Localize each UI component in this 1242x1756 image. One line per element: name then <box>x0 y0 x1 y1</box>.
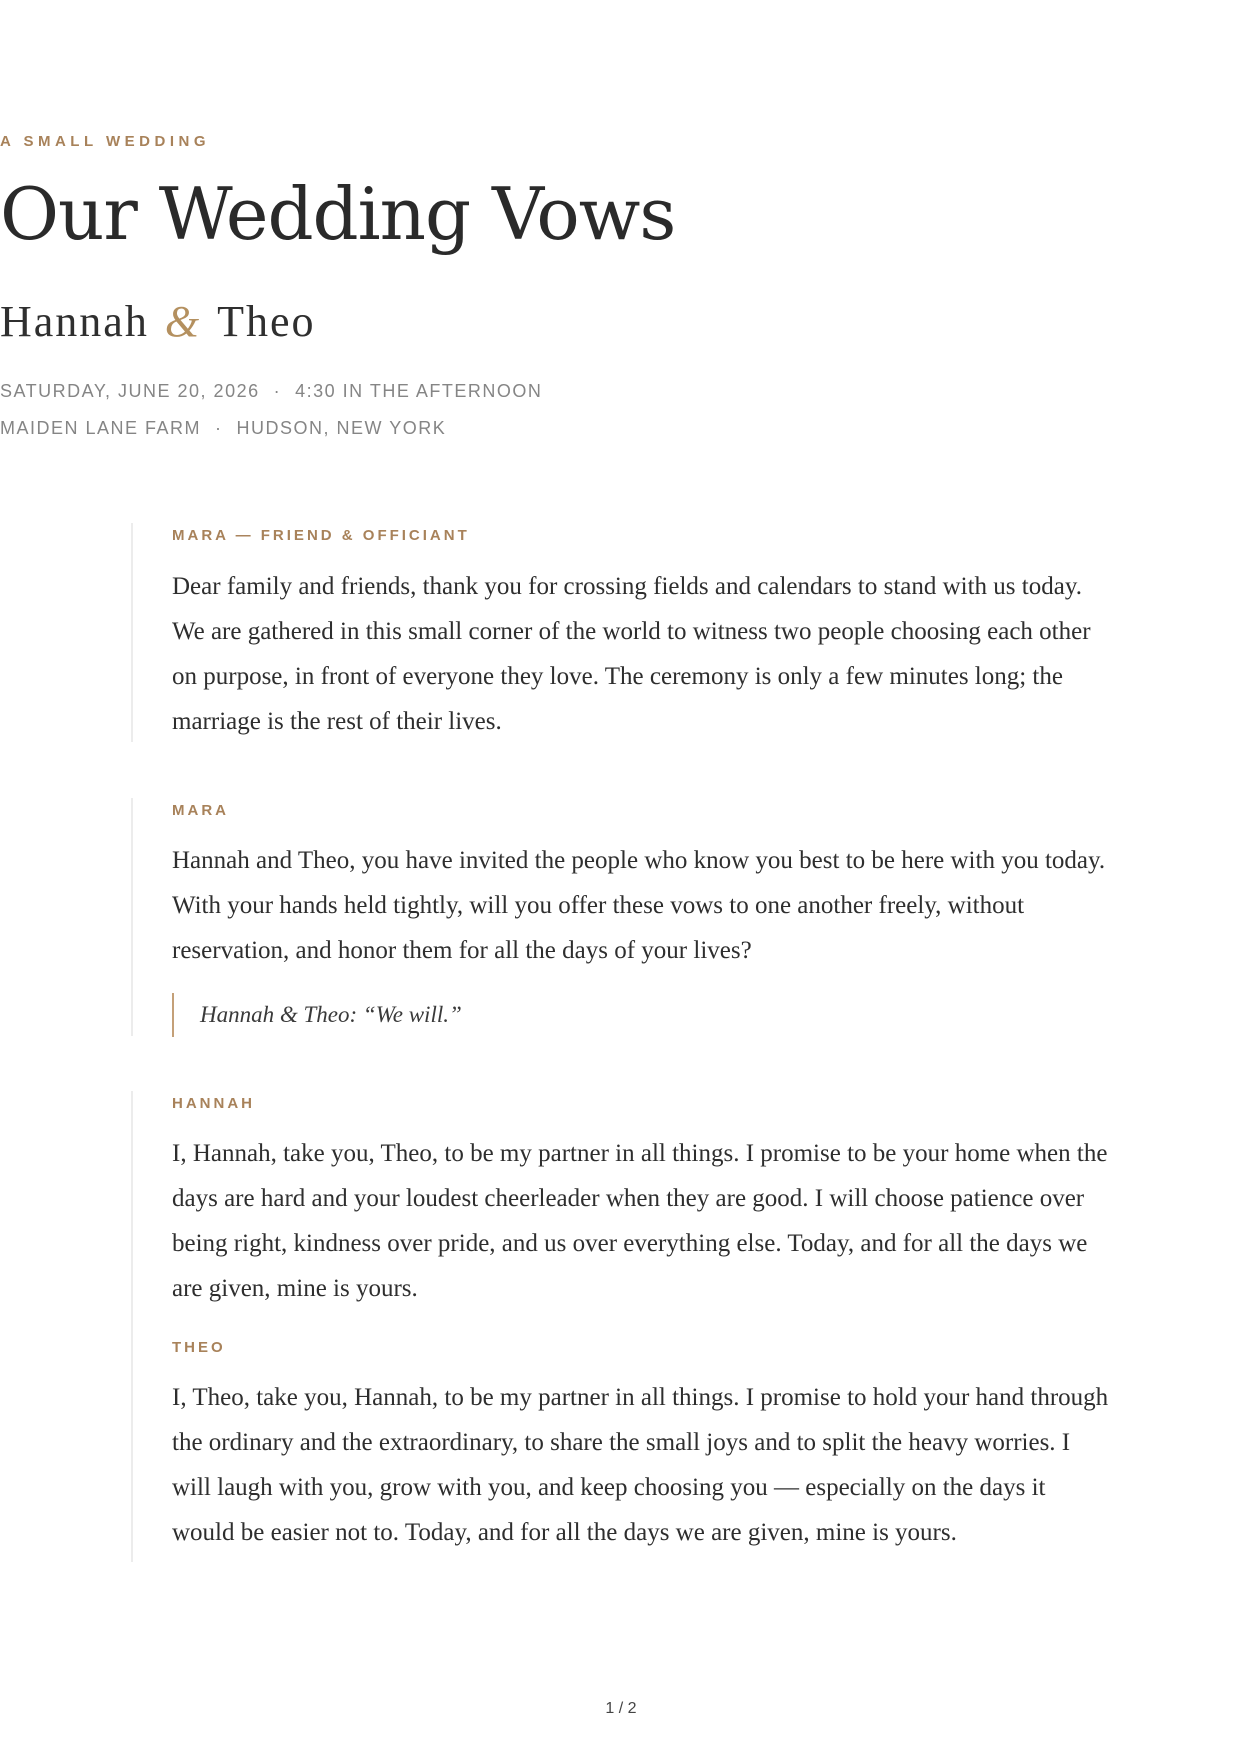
page-indicator: 1 / 2 <box>605 1700 637 1717</box>
venue-name: MAIDEN LANE FARM <box>0 418 202 438</box>
page-title: Our Wedding Vows <box>0 172 676 256</box>
venue-location: HUDSON, NEW YORK <box>236 418 447 438</box>
ampersand: & <box>164 297 202 346</box>
speaker-label: MARA — FRIEND & OFFICIANT <box>172 527 470 544</box>
vow-text-hannah: I, Hannah, take you, Theo, to be my partner in all things. I promise to be your home when the days are hard and your loudest cheerleader when they are good. I will choose patience over being right, kindness over pride, and us over everything else. Today, and for all the days we are given, mine is yours. <box>172 1140 1108 1302</box>
couple-names <box>0 296 1242 347</box>
speaker-label-theo: THEO <box>172 1339 226 1356</box>
partner-two-name: Theo <box>217 297 316 346</box>
eyebrow-label: A SMALL WEDDING <box>0 133 210 150</box>
speaker-label-hannah: HANNAH <box>172 1095 255 1112</box>
partner-one-name: Hannah <box>0 297 149 346</box>
event-date: SATURDAY, JUNE 20, 2026 <box>0 381 260 401</box>
speaker-label: MARA <box>172 802 229 819</box>
officiant-welcome-section <box>131 523 1113 742</box>
officiant-question-section <box>131 798 1113 1036</box>
couple-response: Hannah & Theo: “We will.” <box>172 993 1113 1037</box>
speech-text: Dear family and friends, thank you for crossing fields and calendars to stand with us today. We are gathered in this small corner of the world to witness two people choosing each other on purpose, in front of everyone they love. The ceremony is only a few minutes long; the marriage is the rest of their lives. <box>172 573 1091 735</box>
separator-dot: · <box>273 381 282 401</box>
vow-text-theo: I, Theo, take you, Hannah, to be my partner in all things. I promise to hold your hand through the ordinary and the extraordinary, to share the small joys and to split the heavy worries. I will laugh with you, grow with you, and keep choosing you — especially on the days it would be easier not to. Today, and for all the days we are given, mine is yours. <box>172 1384 1109 1546</box>
date-time-line <box>0 381 1242 402</box>
speech-text: Hannah and Theo, you have invited the people who know you best to be here with you today. With your hands held tightly, will you offer these vows to one another freely, without reservation, and honor them for all the days of your lives? <box>172 847 1106 964</box>
event-time: 4:30 IN THE AFTERNOON <box>295 381 543 401</box>
venue-line <box>0 418 1242 439</box>
separator-dot: · <box>215 418 223 438</box>
vows-section <box>131 1091 1113 1562</box>
